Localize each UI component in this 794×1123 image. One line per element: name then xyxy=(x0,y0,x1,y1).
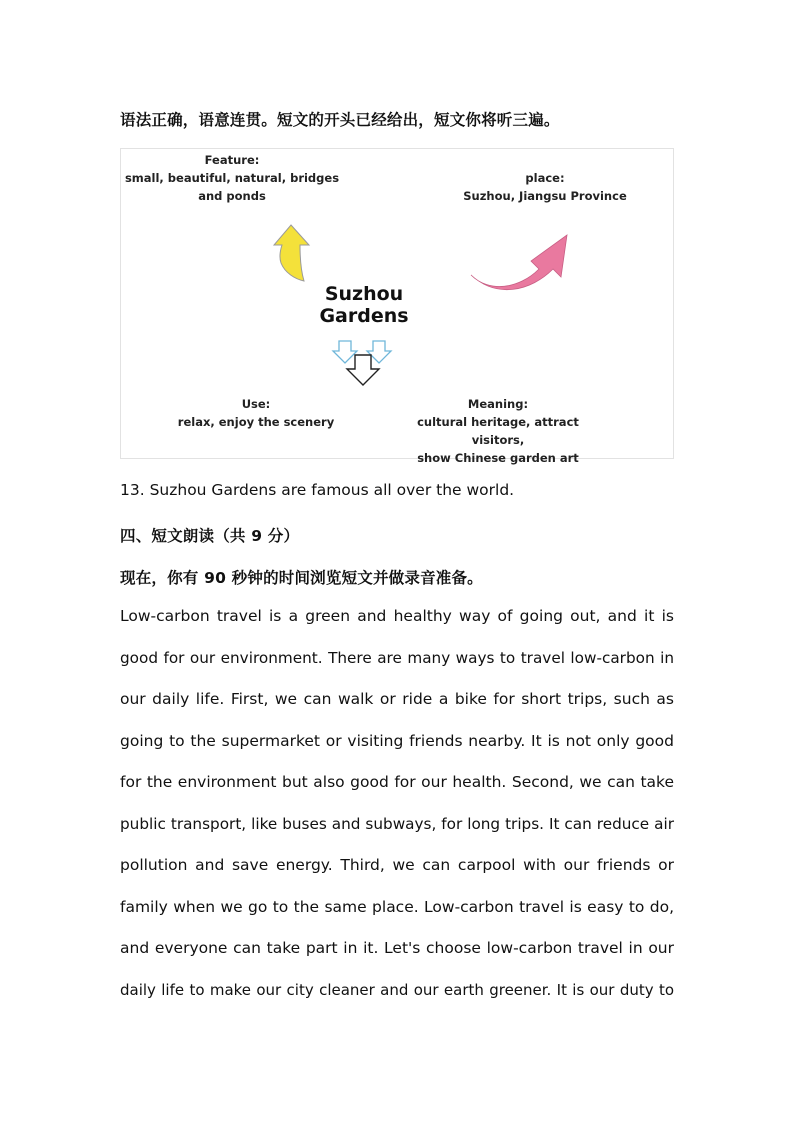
use-line-1: relax, enjoy the scenery xyxy=(177,415,335,429)
place-line-1: Suzhou, Jiangsu Province xyxy=(463,189,627,203)
use-block xyxy=(161,395,351,431)
passage-line: for the environment but also good for our health. Second, we can take xyxy=(120,773,674,791)
diagram-title: Suzhou Gardens xyxy=(319,283,409,327)
meaning-line-2: show Chinese garden art xyxy=(417,451,579,465)
reading-passage xyxy=(120,596,674,1011)
place-block xyxy=(445,169,645,205)
passage-line: going to the supermarket or visiting friends nearby. It is not only good xyxy=(120,731,674,750)
meaning-block xyxy=(391,395,605,467)
place-heading: place: xyxy=(525,171,565,185)
question-13: 13. Suzhou Gardens are famous all over the world. xyxy=(120,481,515,499)
passage-line: Low-carbon travel is a green and healthy way of going out, and it is xyxy=(120,607,674,625)
use-heading: Use: xyxy=(241,397,271,411)
section-instruction: 现在，你有 90 秒钟的时间浏览短文并做录音准备。 xyxy=(120,569,483,587)
instruction-line: 语法正确，语意连贯。短文的开头已经给出，短文你将听三遍。 xyxy=(120,111,560,129)
mind-map-diagram xyxy=(120,148,674,465)
passage-line: family when we go to the same place. Low-carbon travel is easy to do, xyxy=(120,897,674,916)
up-arrow-icon xyxy=(269,223,311,283)
meaning-line-1: cultural heritage, attract visitors, xyxy=(417,415,579,447)
passage-line: pollution and save energy. Third, we can carpool with our friends or xyxy=(120,856,674,874)
feature-heading: Feature: xyxy=(204,153,260,167)
section-heading: 四、短文朗读（共 9 分） xyxy=(120,527,300,545)
passage-line: daily life to make our city cleaner and our earth greener. It is our duty to xyxy=(120,980,674,999)
meaning-heading: Meaning: xyxy=(467,397,529,411)
passage-line: good for our environment. There are many ways to travel low-carbon in xyxy=(120,648,674,667)
passage-line: our daily life. First, we can walk or ride a bike for short trips, such as xyxy=(120,690,674,708)
passage-line: and everyone can take part in it. Let's choose low-carbon travel in our xyxy=(120,939,674,957)
passage-line: public transport, like buses and subways, for long trips. It can reduce air xyxy=(120,814,674,833)
feature-block xyxy=(121,151,343,205)
curved-arrow-icon xyxy=(469,233,571,297)
split-down-arrow-icon xyxy=(331,339,395,389)
feature-line-1: small, beautiful, natural, bridges xyxy=(124,171,340,185)
feature-line-2: and ponds xyxy=(198,189,266,203)
